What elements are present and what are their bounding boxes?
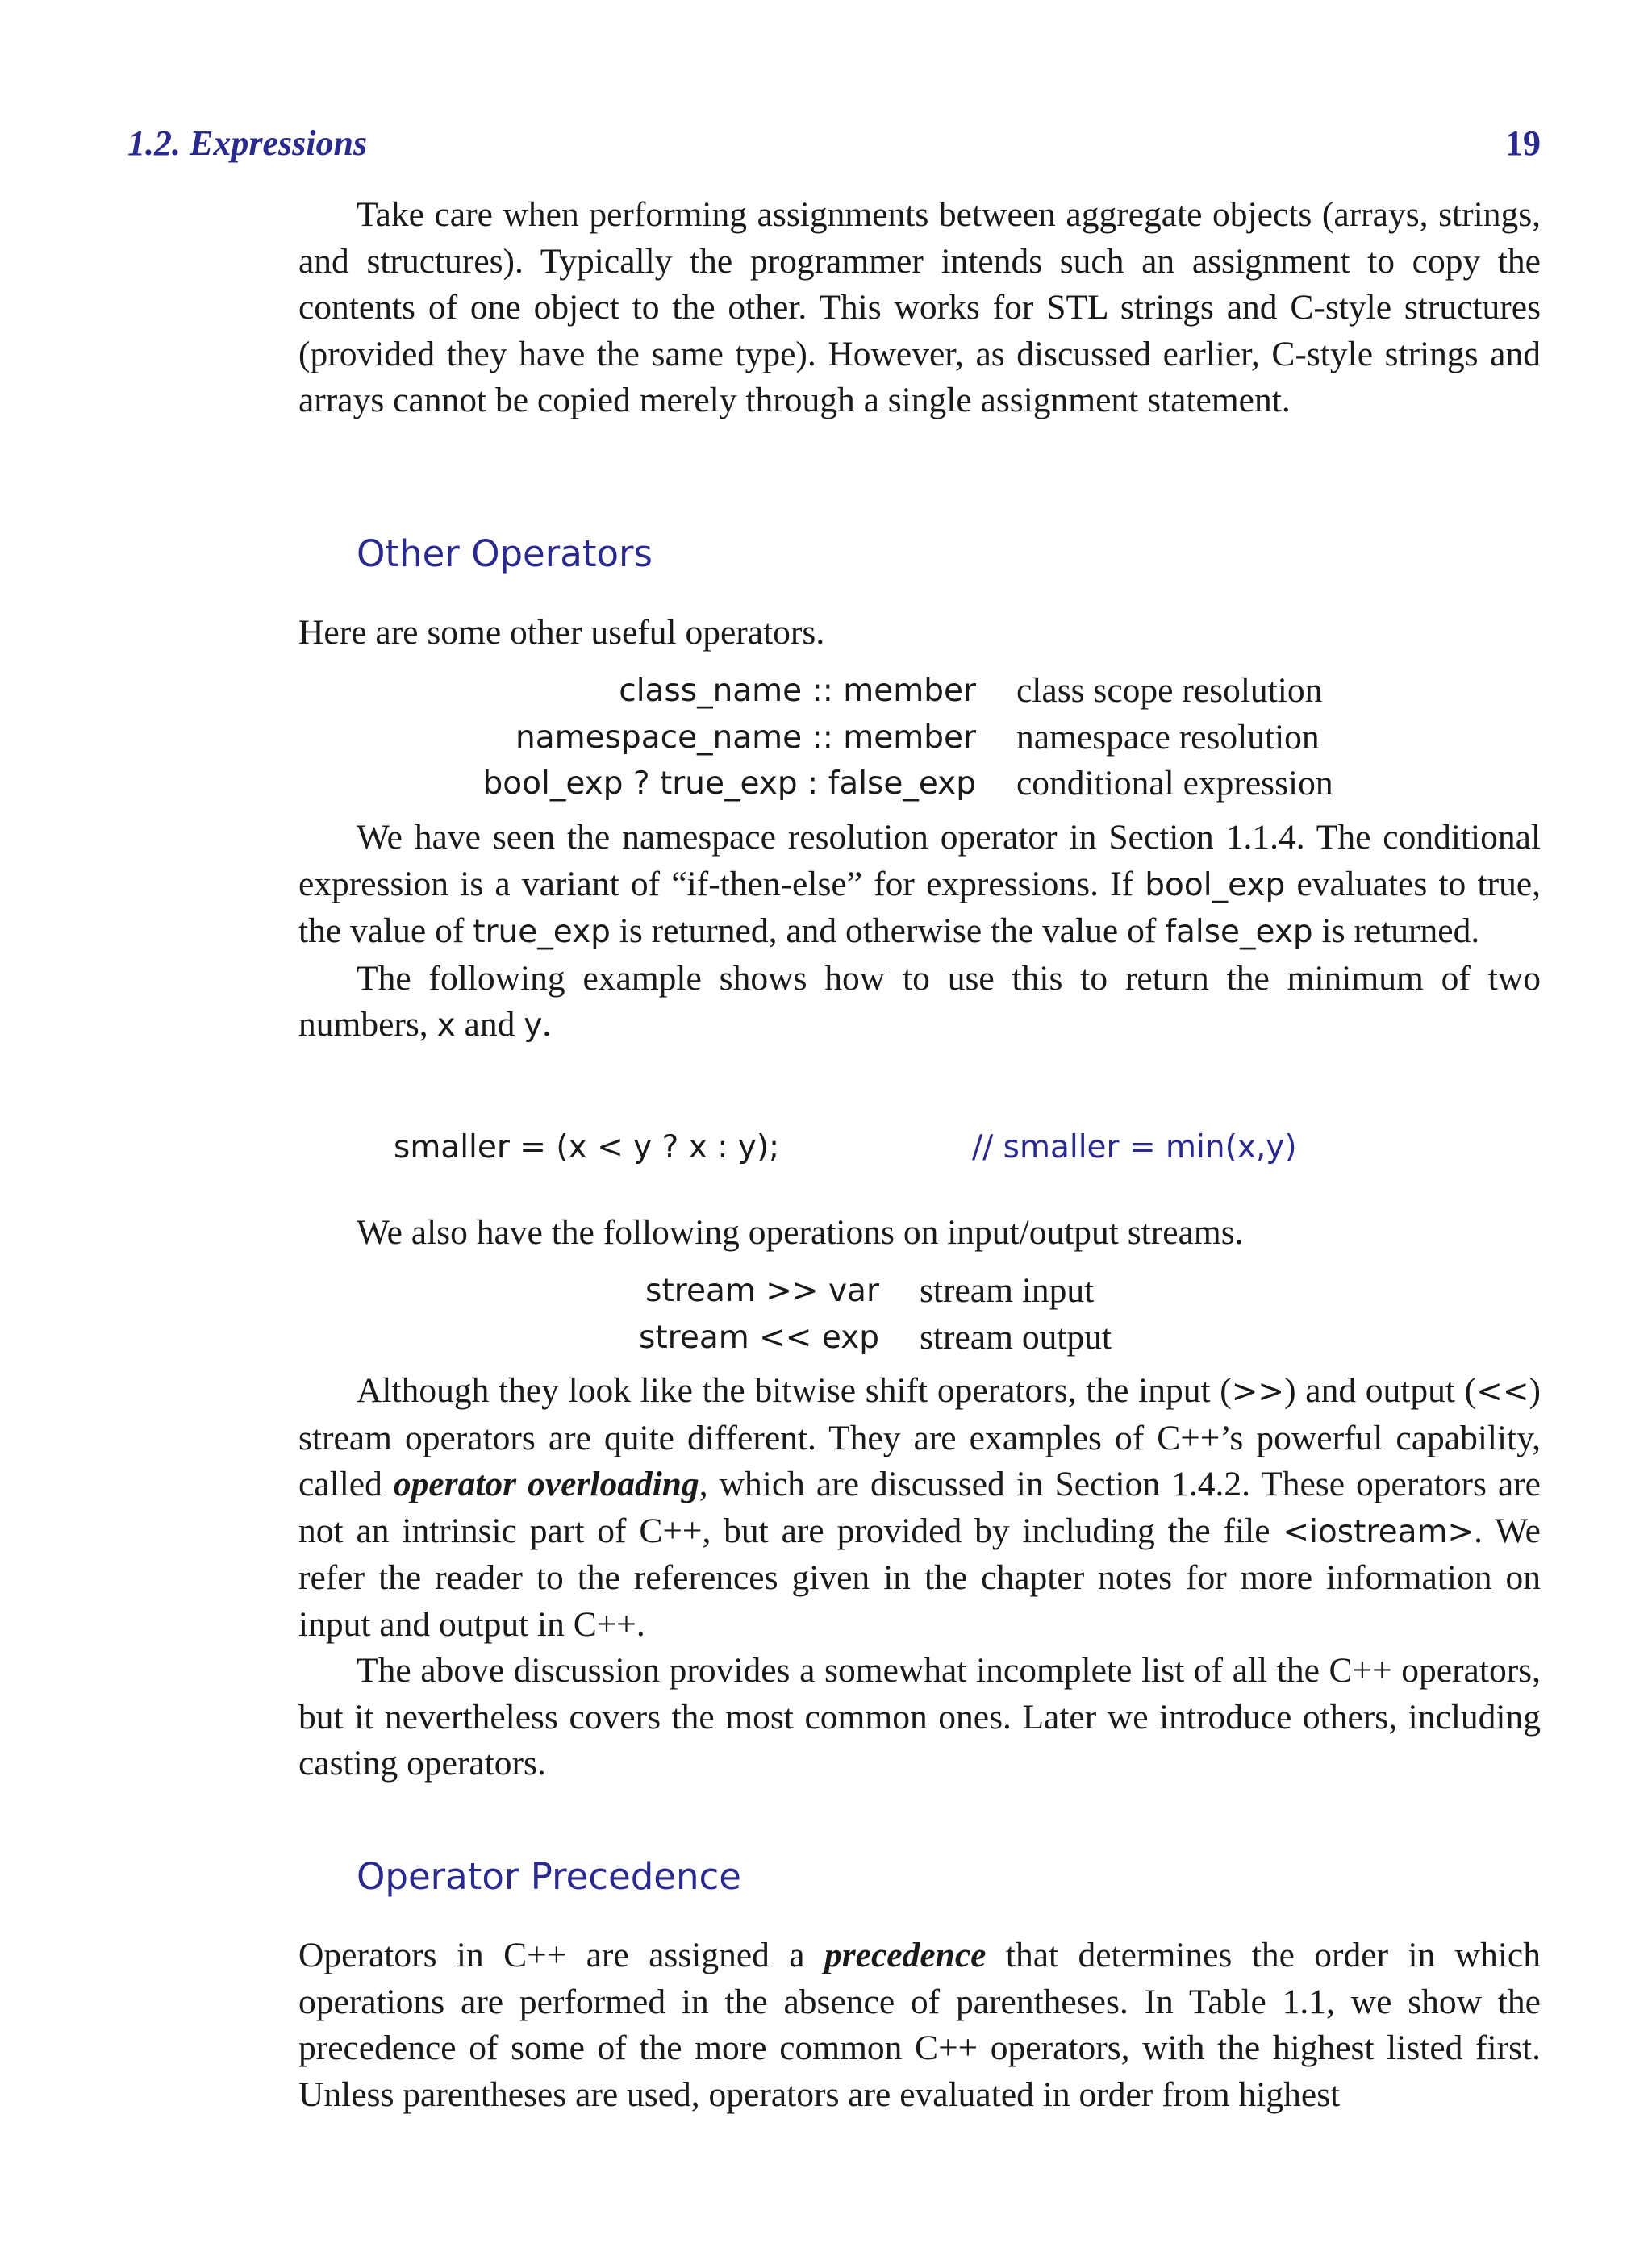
paragraph-aggregate-assignment: Take care when performing assignments between aggregate objects (arrays, strings, and structures). Typically the programmer intends such an assignment to copy the contents of one object to the other. This works for STL strings and C-style structures (provided they have the same type). However, as discussed earlier, C-style strings and arrays cannot be copied merely through a single assignment statement.: [298, 195, 1541, 419]
inline-code: y: [524, 1007, 543, 1044]
operator-desc: conditional expression: [1016, 764, 1333, 803]
inline-code: false_exp: [1165, 914, 1313, 950]
operator-desc: stream input: [920, 1271, 1095, 1310]
operator-expr: bool_exp ? true_exp : false_exp: [482, 765, 976, 802]
stream-operators-table: [452, 1268, 1242, 1361]
inline-code: <<: [1476, 1374, 1529, 1410]
operator-desc: namespace resolution: [1016, 717, 1320, 757]
heading-other-operators: Other Operators: [357, 532, 653, 575]
term-precedence: precedence: [824, 1936, 987, 1974]
paragraph-streams-intro: We also have the following operations on input/output streams.: [357, 1213, 1244, 1252]
page-number: 19: [1505, 123, 1541, 163]
operators-table: [452, 668, 1468, 807]
operator-desc: stream output: [920, 1317, 1112, 1357]
inline-code: true_exp: [473, 914, 611, 950]
inline-code: <iostream>: [1283, 1513, 1475, 1550]
running-head: [127, 123, 1541, 171]
inline-code: bool_exp: [1145, 866, 1286, 903]
code-comment: // smaller = min(x,y): [972, 1129, 1297, 1165]
code-statement: smaller = (x < y ? x : y);: [394, 1129, 780, 1165]
paragraph-conditional: We have seen the namespace resolution operator in Section 1.1.4. The conditional expression is a variant of “if-then-else” for expressions. If bool_exp evaluates to true, the value of true_exp is returned, and otherwise the value of false_exp is returned. The following example shows how to use this to return the minimum of two numbers, x and y.: [298, 818, 1541, 1044]
inline-code: x: [436, 1007, 456, 1044]
paragraph-precedence: Operators in C++ are assigned a precedence that determines the order in which operations are performed in the absence of parentheses. In Table 1.1, we show the precedence of some of the more common C++ operators, with the highest listed first. Unless parentheses are used, operators are evaluated in order from highest: [298, 1936, 1541, 2114]
term-operator-overloading: operator overloading: [393, 1465, 699, 1503]
inline-code: >>: [1231, 1374, 1285, 1410]
section-title: 1.2. Expressions: [127, 123, 368, 163]
paragraph-stream-operators: Although they look like the bitwise shift operators, the input (>>) and output (<<) stream operators are quite different. They are examples of C++’s powerful capability, called operator overloading, which are discussed in Section 1.4.2. These operators are not an intrinsic part of C++, but are provided by including the file <iostream>. We refer the reader to the references given in the chapter notes for more information on input and output in C++. The above discussion provides a somewhat incomplete list of all the C++ operators, but it nevertheless covers the most common ones. Later we introduce others, including casting operators.: [298, 1371, 1541, 1783]
operator-desc: class scope resolution: [1016, 671, 1323, 710]
paragraph-other-operators-intro: Here are some other useful operators.: [298, 613, 825, 652]
heading-operator-precedence: Operator Precedence: [357, 1855, 741, 1898]
operator-expr: stream << exp: [639, 1319, 879, 1356]
operator-expr: class_name :: member: [619, 673, 976, 709]
operator-expr: stream >> var: [645, 1273, 879, 1309]
operator-expr: namespace_name :: member: [515, 719, 976, 756]
